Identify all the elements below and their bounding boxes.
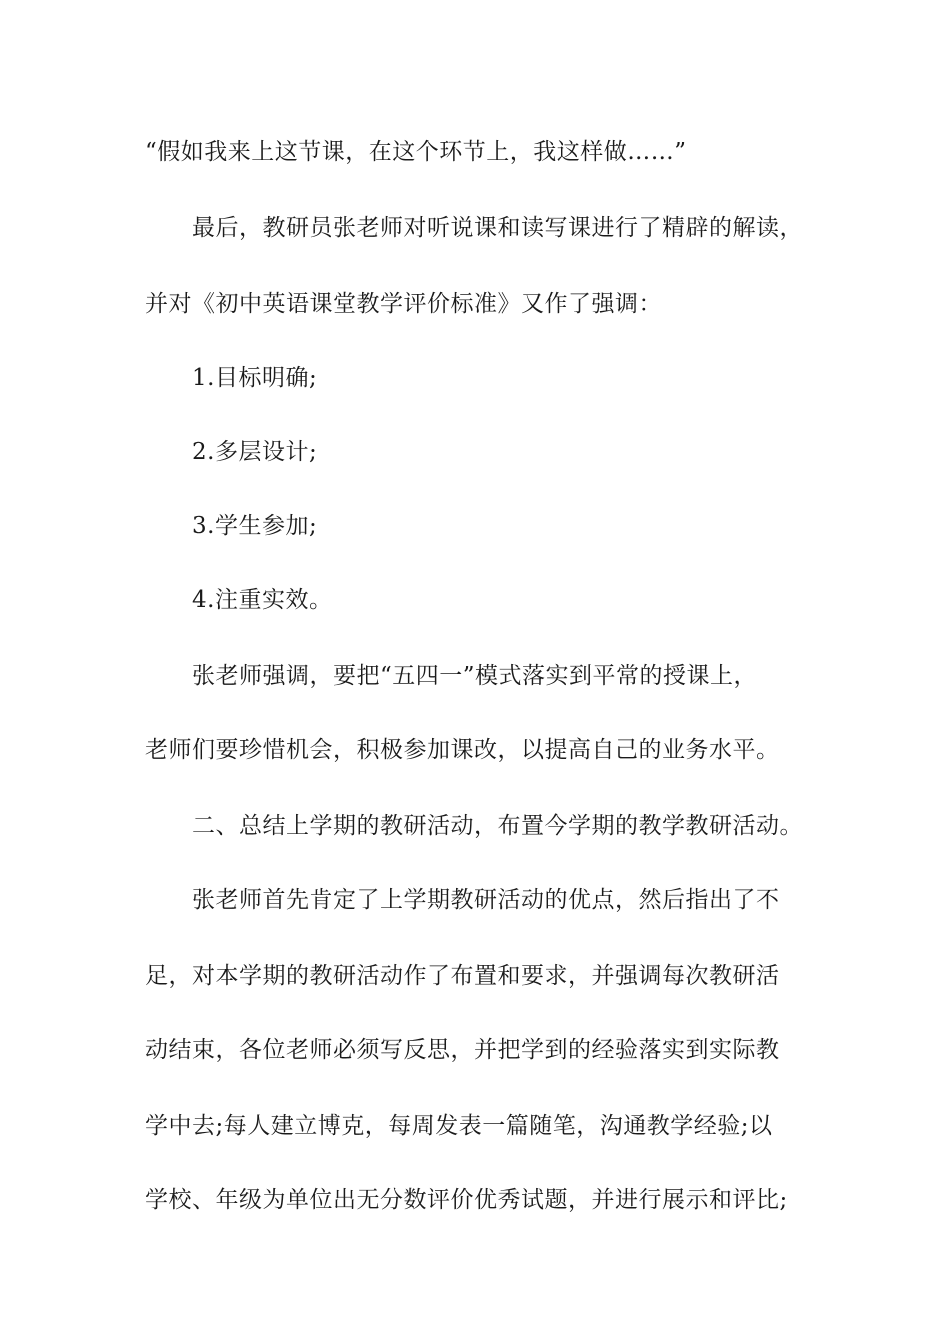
text-line-13: 动结束，各位老师必须写反思，并把学到的经验落实到实际教: [145, 1037, 780, 1063]
text-line-15: 学校、年级为单位出无分数评价优秀试题，并进行展示和评比;: [145, 1187, 788, 1213]
text-line-2: 最后，教研员张老师对听说课和读写课进行了精辟的解读，: [192, 215, 803, 241]
text-line-11: 张老师首先肯定了上学期教研活动的优点，然后指出了不: [192, 887, 780, 913]
text-line-8: 张老师强调，要把“五四一”模式落实到平常的授课上，: [192, 663, 758, 689]
list-item-3: 3.学生参加;: [192, 513, 318, 539]
text-line-9: 老师们要珍惜机会，积极参加课改，以提高自己的业务水平。: [145, 737, 780, 763]
list-item-4: 4.注重实效。: [192, 587, 333, 613]
text-line-3: 并对《初中英语课堂教学评价标准》又作了强调：: [145, 291, 662, 317]
text-line-1: “假如我来上这节课，在这个环节上，我这样做……”: [145, 139, 687, 165]
section-heading: 二、总结上学期的教研活动，布置今学期的教学教研活动。: [192, 813, 803, 839]
text-line-14: 学中去;每人建立博克，每周发表一篇随笔，沟通教学经验;以: [145, 1113, 773, 1139]
list-item-2: 2.多层设计;: [192, 439, 318, 465]
text-line-12: 足，对本学期的教研活动作了布置和要求，并强调每次教研活: [145, 963, 780, 989]
list-item-1: 1.目标明确;: [192, 365, 318, 391]
